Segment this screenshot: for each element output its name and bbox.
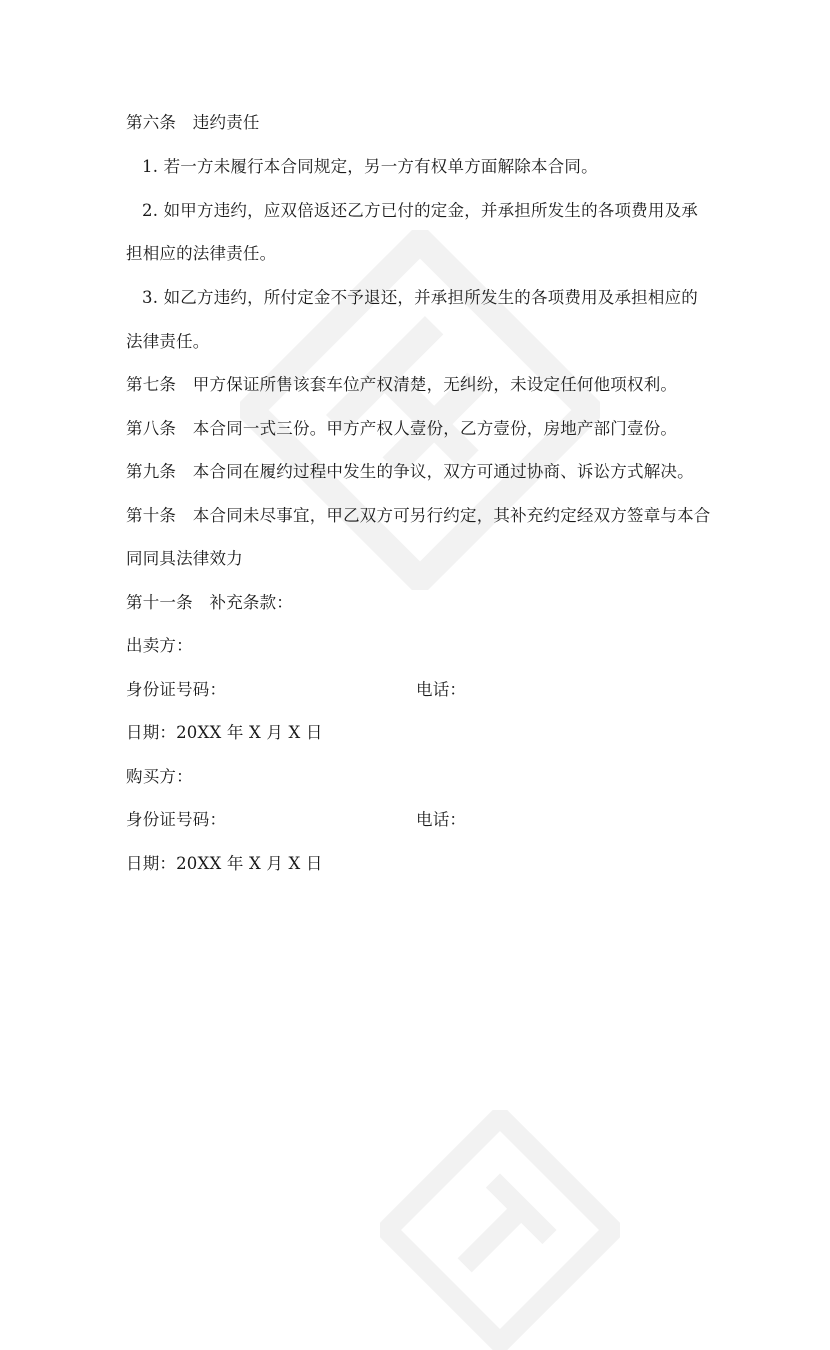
article-6-item-3-line-1: 3. 如乙方违约，所付定金不予退还，并承担所发生的各项费用及承担相应的: [142, 288, 698, 307]
article-8: 第八条 本合同一式三份。甲方产权人壹份，乙方壹份，房地产部门壹份。: [126, 419, 678, 438]
article-9: 第九条 本合同在履约过程中发生的争议，双方可通过协商、诉讼方式解决。: [126, 462, 694, 481]
seller-date: 日期：20XX 年 X 月 X 日: [126, 723, 323, 742]
article-6-item-2-line-1: 2. 如甲方违约，应双倍返还乙方已付的定金，并承担所发生的各项费用及承: [142, 201, 698, 220]
article-6-title: 第六条 违约责任: [126, 113, 260, 132]
buyer-id-label: 身份证号码：: [126, 810, 227, 829]
article-7: 第七条 甲方保证所售该套车位产权清楚，无纠纷，未设定任何他项权利。: [126, 375, 678, 394]
article-11: 第十一条 补充条款：: [126, 593, 293, 612]
article-6-item-1: 1. 若一方未履行本合同规定，另一方有权单方面解除本合同。: [142, 157, 598, 176]
buyer-label: 购买方：: [126, 767, 193, 786]
article-10-line-2: 同同具法律效力: [126, 549, 243, 568]
watermark-icon: [240, 230, 600, 590]
buyer-phone-label: 电话：: [416, 810, 467, 829]
seller-label: 出卖方：: [126, 636, 193, 655]
watermark-icon-bottom: [380, 1110, 620, 1350]
article-6-item-3-line-2: 法律责任。: [126, 332, 210, 351]
buyer-date: 日期：20XX 年 X 月 X 日: [126, 854, 323, 873]
article-6-item-2-line-2: 担相应的法律责任。: [126, 244, 277, 263]
seller-id-label: 身份证号码：: [126, 680, 227, 699]
seller-phone-label: 电话：: [416, 680, 467, 699]
article-10-line-1: 第十条 本合同未尽事宜，甲乙双方可另行约定，其补充约定经双方签章与本合: [126, 506, 711, 525]
